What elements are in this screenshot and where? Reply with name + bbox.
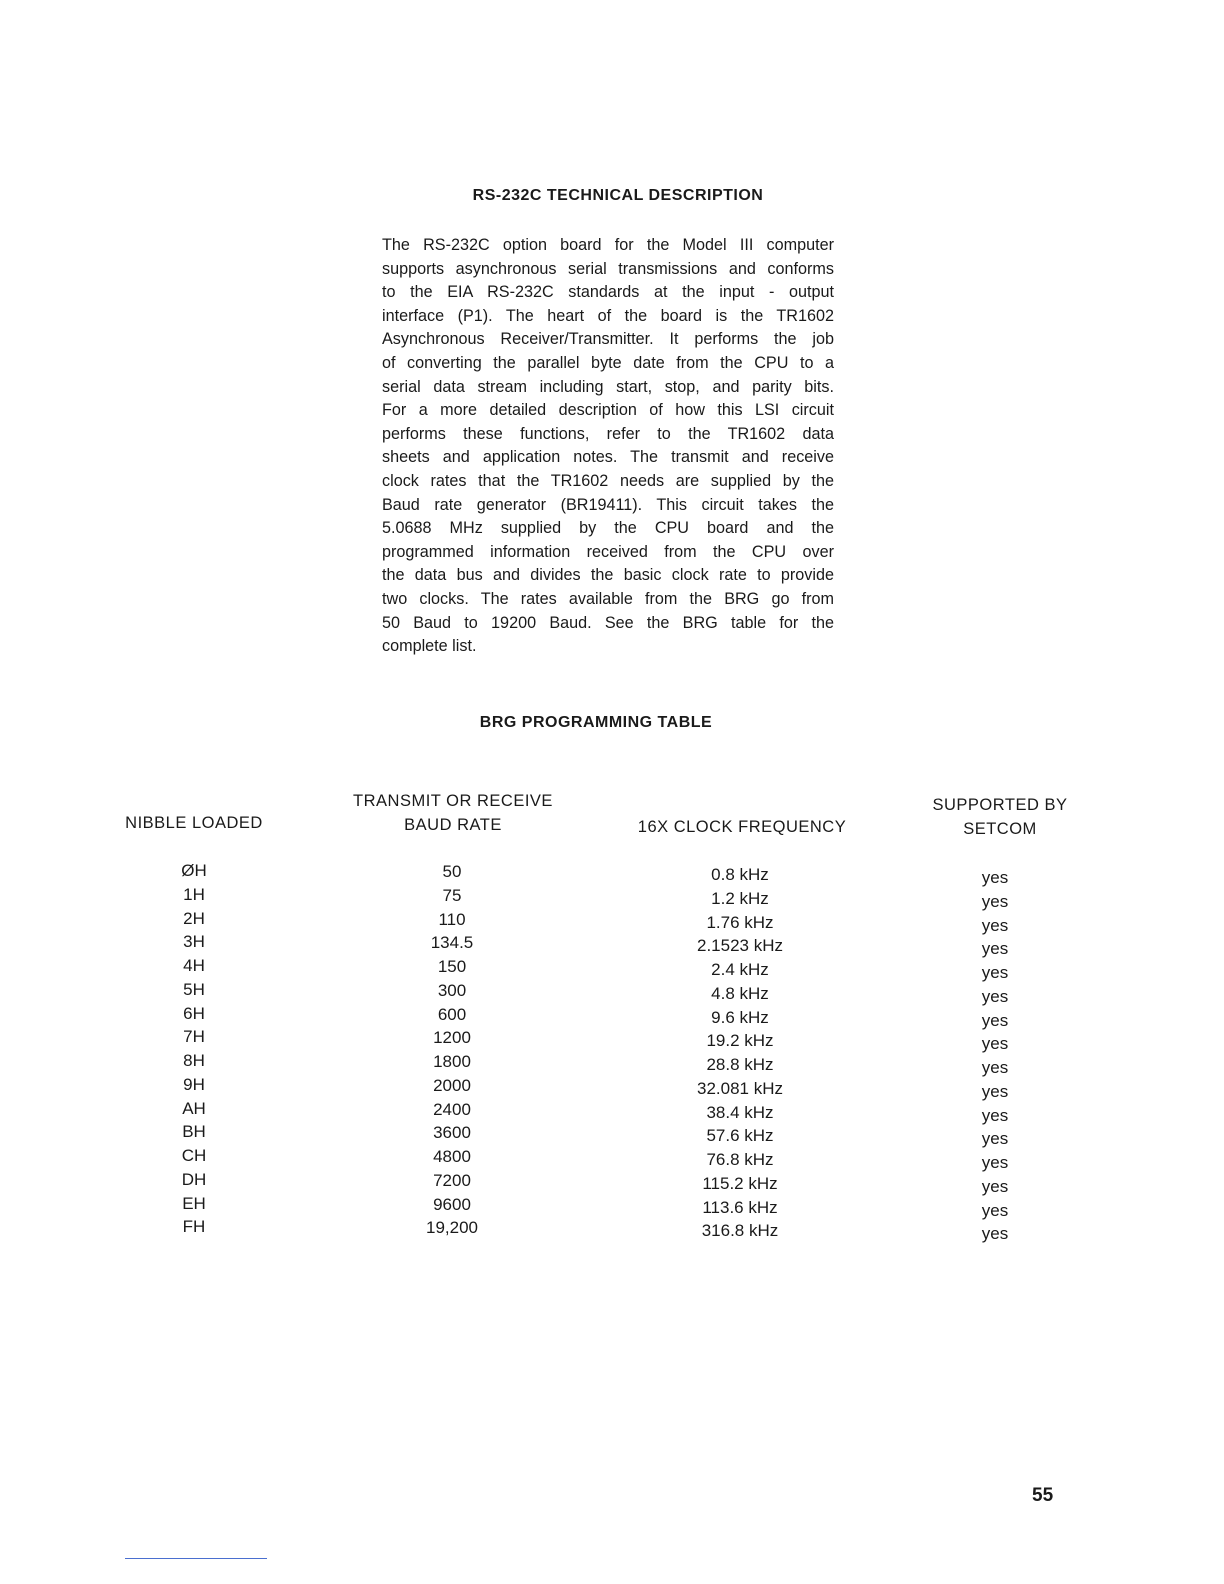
paragraph-line: sheets and application notes. The transmit and receive bbox=[382, 448, 834, 467]
paragraph-line: of converting the parallel byte date from the CPU to a bbox=[382, 353, 834, 372]
paragraph-line: two clocks. The rates available from the BRG go from bbox=[382, 589, 834, 608]
clock-cell: 115.2 kHz bbox=[702, 1173, 778, 1193]
clock-cell: 2.4 kHz bbox=[711, 960, 769, 979]
clock-cell: 4.8 kHz bbox=[711, 983, 769, 1003]
supported-cell: yes bbox=[981, 868, 1009, 887]
clock-cell: 0.8 kHz bbox=[711, 865, 769, 884]
clock-cell: 316.8 kHz bbox=[701, 1221, 779, 1241]
header-baud-line1: TRANSMIT OR RECEIVE bbox=[353, 792, 553, 810]
baud-cell: 300 bbox=[437, 980, 467, 1000]
clock-cell: 32.081 kHz bbox=[697, 1078, 783, 1098]
header-baud-rate bbox=[322, 789, 584, 837]
supported-cell: yes bbox=[981, 1010, 1009, 1030]
supported-cell: yes bbox=[981, 963, 1009, 982]
header-clock-frequency: 16X CLOCK FREQUENCY bbox=[637, 818, 847, 836]
clock-cell: 1.2 kHz bbox=[711, 888, 769, 908]
nibble-cell: AH bbox=[182, 1098, 206, 1118]
nibble-cell: FH bbox=[182, 1217, 206, 1237]
divider-line bbox=[125, 1558, 267, 1559]
supported-column bbox=[945, 866, 1045, 1246]
nibble-cell: 5H bbox=[183, 979, 205, 999]
header-supported-line1: SUPPORTED BY bbox=[932, 796, 1068, 814]
baud-cell: 1800 bbox=[433, 1052, 471, 1071]
paragraph-line: serial data stream including start, stop, and parity bits. bbox=[382, 377, 834, 396]
clock-column bbox=[660, 863, 820, 1243]
nibble-cell: ØH bbox=[181, 861, 207, 880]
baud-cell: 19,200 bbox=[426, 1218, 478, 1238]
supported-cell: yes bbox=[981, 1129, 1009, 1149]
nibble-column bbox=[144, 859, 244, 1239]
clock-cell: 28.8 kHz bbox=[706, 1055, 774, 1074]
supported-cell: yes bbox=[981, 1081, 1009, 1101]
supported-cell: yes bbox=[981, 1153, 1009, 1172]
nibble-cell: EH bbox=[182, 1193, 206, 1213]
nibble-cell: 6H bbox=[183, 1003, 205, 1023]
section-title: RS-232C TECHNICAL DESCRIPTION bbox=[472, 187, 764, 204]
clock-cell: 76.8 kHz bbox=[706, 1150, 774, 1169]
nibble-cell: 3H bbox=[183, 932, 205, 952]
paragraph-line: 50 Baud to 19200 Baud. See the BRG table for the bbox=[382, 613, 834, 632]
nibble-cell: 8H bbox=[183, 1051, 205, 1070]
paragraph-line: programmed information received from the CPU over bbox=[382, 542, 834, 561]
baud-column bbox=[392, 860, 512, 1240]
clock-cell: 2.1523 kHz bbox=[697, 936, 783, 956]
nibble-cell: 9H bbox=[183, 1074, 205, 1094]
baud-cell: 75 bbox=[442, 885, 462, 905]
clock-cell: 38.4 kHz bbox=[706, 1102, 774, 1122]
nibble-cell: DH bbox=[181, 1169, 207, 1189]
baud-cell: 3600 bbox=[433, 1123, 471, 1143]
header-supported-by-setcom bbox=[900, 793, 1100, 841]
baud-cell: 110 bbox=[438, 909, 466, 929]
baud-cell: 134.5 bbox=[430, 933, 474, 953]
supported-cell: yes bbox=[981, 1200, 1009, 1220]
header-supported-line2: SETCOM bbox=[963, 820, 1037, 838]
nibble-cell: 1H bbox=[183, 884, 205, 904]
baud-cell: 2000 bbox=[433, 1075, 471, 1095]
baud-cell: 1200 bbox=[433, 1028, 471, 1048]
baud-cell: 7200 bbox=[433, 1170, 471, 1190]
supported-cell: yes bbox=[981, 1034, 1009, 1054]
paragraph-line: Asynchronous Receiver/Transmitter. It performs the job bbox=[382, 330, 834, 349]
header-nibble-loaded: NIBBLE LOADED bbox=[125, 814, 263, 832]
paragraph-line: clock rates that the TR1602 needs are supplied by the bbox=[382, 471, 834, 490]
paragraph-line: the data bus and divides the basic clock rate to provide bbox=[382, 566, 834, 585]
supported-cell: yes bbox=[981, 1176, 1009, 1196]
baud-cell: 600 bbox=[437, 1004, 467, 1024]
paragraph-line: Baud rate generator (BR19411). This circuit takes the bbox=[382, 495, 834, 514]
paragraph-line: complete list. bbox=[382, 637, 477, 656]
table-title: BRG PROGRAMMING TABLE bbox=[479, 714, 713, 731]
clock-cell: 19.2 kHz bbox=[706, 1031, 774, 1051]
supported-cell: yes bbox=[981, 1058, 1009, 1077]
supported-cell: yes bbox=[981, 1224, 1009, 1244]
supported-cell: yes bbox=[981, 986, 1009, 1006]
nibble-cell: 7H bbox=[183, 1027, 205, 1047]
paragraph-line: For a more detailed description of how this LSI circuit bbox=[382, 401, 834, 420]
paragraph-line: The RS-232C option board for the Model III computer bbox=[382, 236, 834, 254]
header-baud-line2: BAUD RATE bbox=[404, 816, 502, 834]
clock-cell: 113.6 kHz bbox=[702, 1197, 778, 1217]
paragraph-line: to the EIA RS-232C standards at the input - output bbox=[382, 283, 834, 302]
supported-cell: yes bbox=[981, 1105, 1009, 1125]
supported-cell: yes bbox=[981, 915, 1009, 935]
supported-cell: yes bbox=[981, 891, 1009, 911]
nibble-cell: 4H bbox=[183, 956, 205, 975]
baud-cell: 4800 bbox=[433, 1147, 471, 1166]
nibble-cell: 2H bbox=[183, 908, 205, 928]
description-paragraph bbox=[382, 234, 834, 659]
clock-cell: 57.6 kHz bbox=[706, 1126, 774, 1146]
clock-cell: 1.76 kHz bbox=[706, 912, 774, 932]
supported-cell: yes bbox=[981, 939, 1009, 959]
baud-cell: 150 bbox=[437, 957, 467, 976]
paragraph-line: supports asynchronous serial transmissions and conforms bbox=[382, 259, 834, 278]
baud-cell: 50 bbox=[442, 862, 462, 881]
paragraph-line: performs these functions, refer to the TR1602 data bbox=[382, 424, 834, 443]
nibble-cell: CH bbox=[181, 1146, 207, 1165]
paragraph-line: interface (P1). The heart of the board is the TR1602 bbox=[382, 306, 834, 325]
clock-cell: 9.6 kHz bbox=[711, 1007, 769, 1027]
paragraph-line: 5.0688 MHz supplied by the CPU board and the bbox=[382, 519, 834, 538]
page-number: 55 bbox=[1032, 1485, 1054, 1506]
nibble-cell: BH bbox=[182, 1122, 206, 1142]
baud-cell: 9600 bbox=[433, 1194, 471, 1214]
baud-cell: 2400 bbox=[433, 1099, 471, 1119]
